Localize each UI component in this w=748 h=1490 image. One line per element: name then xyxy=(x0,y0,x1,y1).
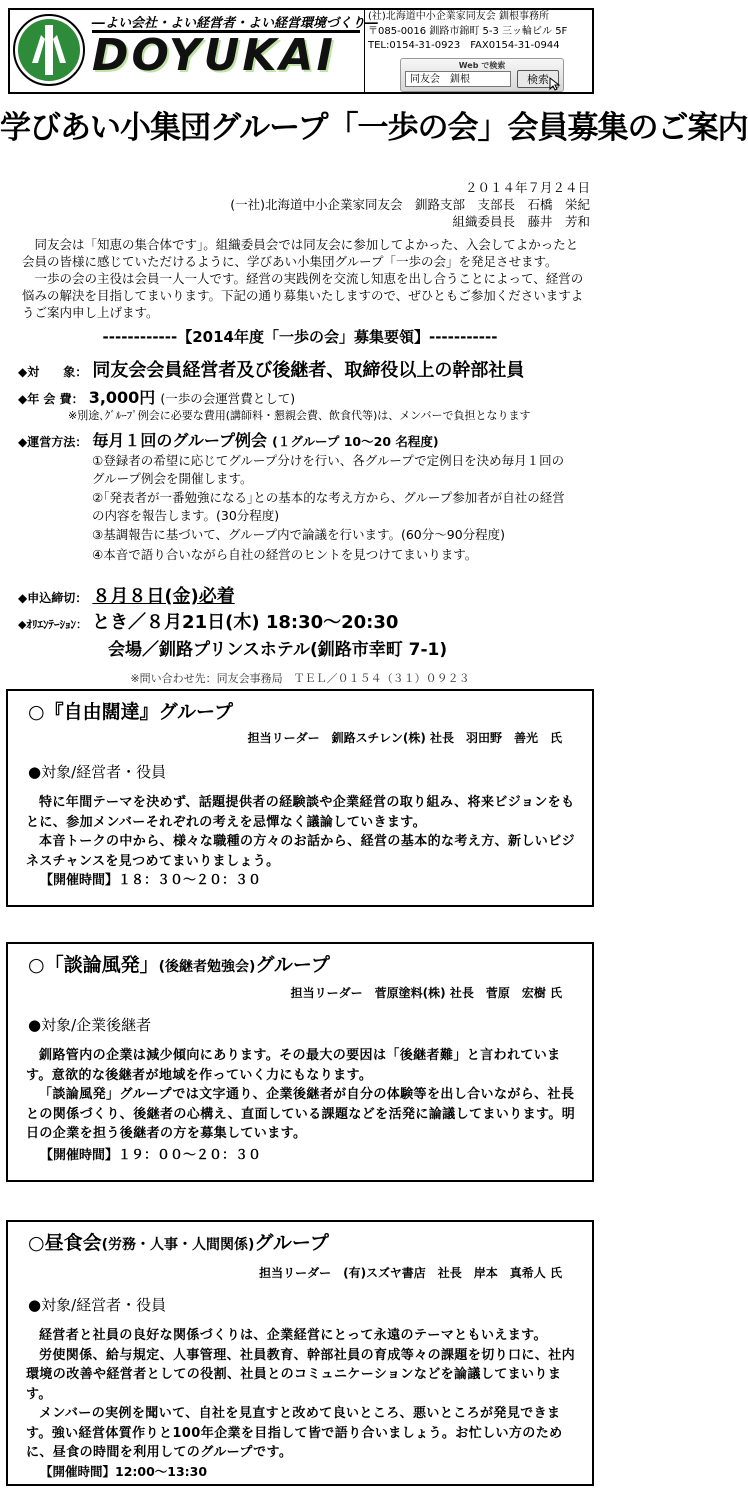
brand-wordmark: DOYUKAI xyxy=(92,30,336,81)
deadline-row xyxy=(18,582,235,608)
group-leader: 担当リーダー (有)スズヤ書店 社長 岸本 真希人 氏 xyxy=(259,1266,562,1280)
group-box-danron xyxy=(6,942,594,1182)
group-paragraph: 本音トークの中から、様々な職種の方々のお話から、経営の基本的な考え方、新しいビジネスチャンスを見つめてまいりましょう。 xyxy=(26,834,576,869)
orientation-time: とき／８月21日(木) 18:30～20:30 xyxy=(92,612,399,633)
header-divider xyxy=(364,9,365,93)
intro-text xyxy=(22,236,588,321)
method-value: 毎月１回のグループ例会 xyxy=(92,431,268,450)
contact-info: ※問い合わせ先：同友会事務局 ＴＥＬ／０１５４（３１）０９２３ xyxy=(130,672,470,685)
slogan: ―よい会社・よい経営者・よい経営環境づくり― xyxy=(92,16,379,31)
method-item: ④本音で語り合いながら自社の経営のヒントを見つけてまいります。 xyxy=(92,547,478,562)
method-item: ①登録者の希望に応じてグループ分けを行い、各グループで定例日を決め毎月１回のグループ例会を開催します。 xyxy=(92,453,565,486)
deadline-label: ◆申込締切： xyxy=(18,591,88,605)
group-title-tail: グループ xyxy=(255,954,330,976)
group-time: 【開催時間】１９：００～２０：３０ xyxy=(40,1148,262,1163)
group-paragraph: 釧路管内の企業は減少傾向にあります。その最大の要因は「後継者難」と言われています。意欲的な後継者が地域を作っていく力にもなります。 xyxy=(26,1048,561,1083)
sender-line-2: 組織委員長 藤井 芳和 xyxy=(452,214,590,229)
deadline-value: ８月８日(金)必着 xyxy=(92,586,235,607)
group-target: ●対象/経営者・役員 xyxy=(28,763,167,781)
web-search-label: Web で検索 xyxy=(458,61,506,70)
target-label: ◆対 象： xyxy=(18,365,88,379)
method-item: ③基調報告に基づいて、グループ内で論議を行います。(60分～90分程度) xyxy=(92,527,506,542)
group-paragraph: 経営者と社員の良好な関係づくりは、企業経営にとって永遠のテーマともいえます。 xyxy=(39,1328,547,1343)
date: ２０１４年７月２４日 xyxy=(464,180,590,195)
method-item: ②｢発表者が一番勉強になる｣との基本的な考え方から、グループ参加者が自社の経営の内容を報告します。(30分程度) xyxy=(92,490,565,523)
web-search-box xyxy=(400,58,564,92)
cursor-icon xyxy=(549,77,561,91)
target-value: 同友会会員経営者及び後継者、取締役以上の幹部社員 xyxy=(92,360,525,381)
guidelines-heading: ------------【2014年度「一歩の会」募集要領】----------- xyxy=(102,328,498,346)
method-row xyxy=(18,428,439,451)
org-contact xyxy=(368,10,590,54)
group-title-sub: (労務・人事・人間関係) xyxy=(101,1237,255,1253)
orientation-venue: 会場／釧路プリンスホテル(釧路市幸町 7-1) xyxy=(108,640,448,660)
group-paragraph: メンバーの実例を聞いて、自社を見直すと改めて良いところ、悪いところが発見できます。強い経営体質作りと100年企業を目指して皆で語り合いましょう。お忙しい方のために、昼食の時間を利用してのグループです。 xyxy=(26,1406,563,1460)
group-title xyxy=(28,950,330,977)
group-title xyxy=(28,1228,329,1255)
group-leader: 担当リーダー 釧路スチレン(株) 社長 羽田野 善光 氏 xyxy=(247,731,562,745)
org-phone-fax: TEL:0154-31-0923 FAX0154-31-0944 xyxy=(368,40,560,51)
sender-line-1: (一社)北海道中小企業家同友会 釧路支部 支部長 石橋 栄紀 xyxy=(230,197,590,212)
target-row xyxy=(18,356,524,382)
fee-row xyxy=(18,385,295,408)
group-body xyxy=(26,1046,586,1144)
search-button[interactable]: 検索 xyxy=(517,70,559,88)
group-title xyxy=(28,697,233,724)
group-time: 【開催時間】12:00～13:30 xyxy=(40,1464,208,1479)
group-title-tail: グループ xyxy=(254,1232,329,1254)
group-paragraph: 労使関係、給与規定、人事管理、社員教育、幹部社員の育成等々の課題を切り口に、社内環境の改善や経営者としての役割、社員とのコミュニケーションなどを論議してまいります。 xyxy=(26,1347,576,1402)
method-note: (１グループ 10～20 名程度) xyxy=(272,434,439,449)
page-title: 学びあい小集団グループ「一歩の会」会員募集のご案内 xyxy=(0,110,748,146)
group-box-chushoku xyxy=(6,1220,594,1486)
group-title-main: ○『自由闊達』グループ xyxy=(28,701,234,723)
org-name: (社)北海道中小企業家同友会 釧根事務所 xyxy=(368,11,549,22)
fee-extra: ※別途､ｸﾞﾙｰﾌﾟ例会に必要な費用(講師料・懇親会費、飲食代等)は、メンバーで負担となります xyxy=(68,409,531,422)
orientation-label: ◆ｵﾘｴﾝﾃｰｼｮﾝ： xyxy=(18,618,87,631)
group-title-main: ○昼食会 xyxy=(28,1232,102,1254)
org-address: 〒085-0016 釧路市錦町 5-3 三ッ輪ビル 5F xyxy=(368,25,568,37)
group-box-jiyu xyxy=(6,689,594,907)
group-leader: 担当リーダー 菅原塗料(株) 社長 菅原 宏樹 氏 xyxy=(290,986,562,1000)
group-title-main: ○「談論風発」 xyxy=(28,954,159,976)
group-target: ●対象/経営者・役員 xyxy=(28,1296,167,1314)
method-label: ◆運営方法： xyxy=(18,435,88,449)
group-title-sub: (後継者勉強会) xyxy=(158,959,256,975)
fee-label: ◆年 会 費： xyxy=(18,392,84,406)
doyukai-logo-icon xyxy=(12,13,86,87)
group-time: 【開催時間】１８：３０～２０：３０ xyxy=(40,873,262,888)
intro-paragraph: 同友会は「知恵の集合体です」。組織委員会では同友会に参加してよかった、入会してよかったと会員の皆様に感じていただけるように、学びあい小集団グループ「一歩の会」を発足させます。 xyxy=(22,237,579,269)
group-paragraph: 特に年間テーマを決めず、話題提供者の経験談や企業経営の取り組み、将来ビジョンをもとに、参加メンバーそれぞれの考えを忌憚なく議論していきます。 xyxy=(26,795,575,830)
search-input[interactable]: 同友会 釧根 xyxy=(405,71,511,87)
orientation-row xyxy=(18,608,398,634)
group-paragraph: 「談論風発」グループでは文字通り、企業後継者が自分の体験等を出し合いながら、社長との関係づくり、後継者の心構え、直面している課題などを活発に論議してまいります。明日の企業を担う後継者の方を募集しています。 xyxy=(26,1087,576,1141)
intro-paragraph: 一歩の会の主役は会員一人一人です。経営の実践例を交流し知恵を出し合うことによって、経営の悩みの解決を目指してまいります。下記の通り募集いたしますので、ぜひともご参加くださいますようご案内申し上げます。 xyxy=(22,271,584,320)
fee-value: 3,000円 xyxy=(88,388,156,407)
group-body xyxy=(26,793,586,871)
fee-note: (一歩の会運営費として) xyxy=(160,391,296,406)
group-body xyxy=(26,1326,586,1463)
group-target: ●対象/企業後継者 xyxy=(28,1016,152,1034)
